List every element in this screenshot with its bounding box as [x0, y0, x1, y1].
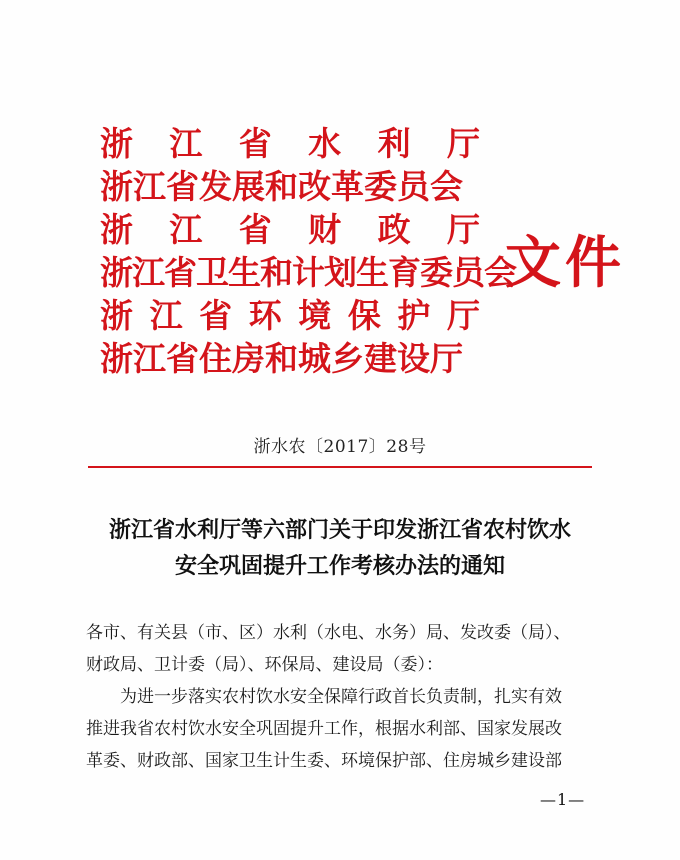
title-line-2: 安全巩固提升工作考核办法的通知 — [174, 553, 505, 579]
agency-development-reform: 浙江省发展和改革委员会 — [100, 167, 463, 206]
agency-finance: 浙 江 省 财 政 厅 — [100, 210, 480, 249]
page-number: —1— — [540, 790, 586, 809]
document-body — [86, 617, 606, 777]
document-number: 浙水农〔2017〕28号 — [253, 437, 427, 457]
agency-water-resources: 浙 江 省 水 利 厅 — [100, 124, 480, 163]
agency-environmental-protection: 浙 江 省 环 境 保 护 厅 — [100, 296, 480, 335]
addressee-line-1: 各市、有关县（市、区）水利（水电、水务）局、发改委（局）、 — [86, 623, 571, 643]
paragraph-line-2: 推进我省农村饮水安全巩固提升工作，根据水利部、国家发展改 — [86, 719, 562, 739]
red-divider-line — [88, 466, 592, 468]
paragraph-line-3: 革委、财政部、国家卫生计生委、环境保护部、住房城乡建设部 — [86, 751, 562, 771]
paragraph-line-1: 为进一步落实农村饮水安全保障行政首长负责制，扎实有效 — [120, 687, 562, 707]
addressee-line-2: 财政局、卫计委（局）、环保局、建设局（委）： — [86, 655, 443, 675]
document-title — [70, 512, 610, 584]
document-type-label: 文件 — [505, 230, 625, 296]
agency-housing-construction: 浙江省住房和城乡建设厅 — [100, 339, 463, 378]
issuing-agencies — [100, 122, 516, 380]
title-line-1: 浙江省水利厅等六部门关于印发浙江省农村饮水 — [108, 517, 571, 543]
agency-health-family-planning: 浙江省卫生和计划生育委员会 — [100, 253, 516, 292]
